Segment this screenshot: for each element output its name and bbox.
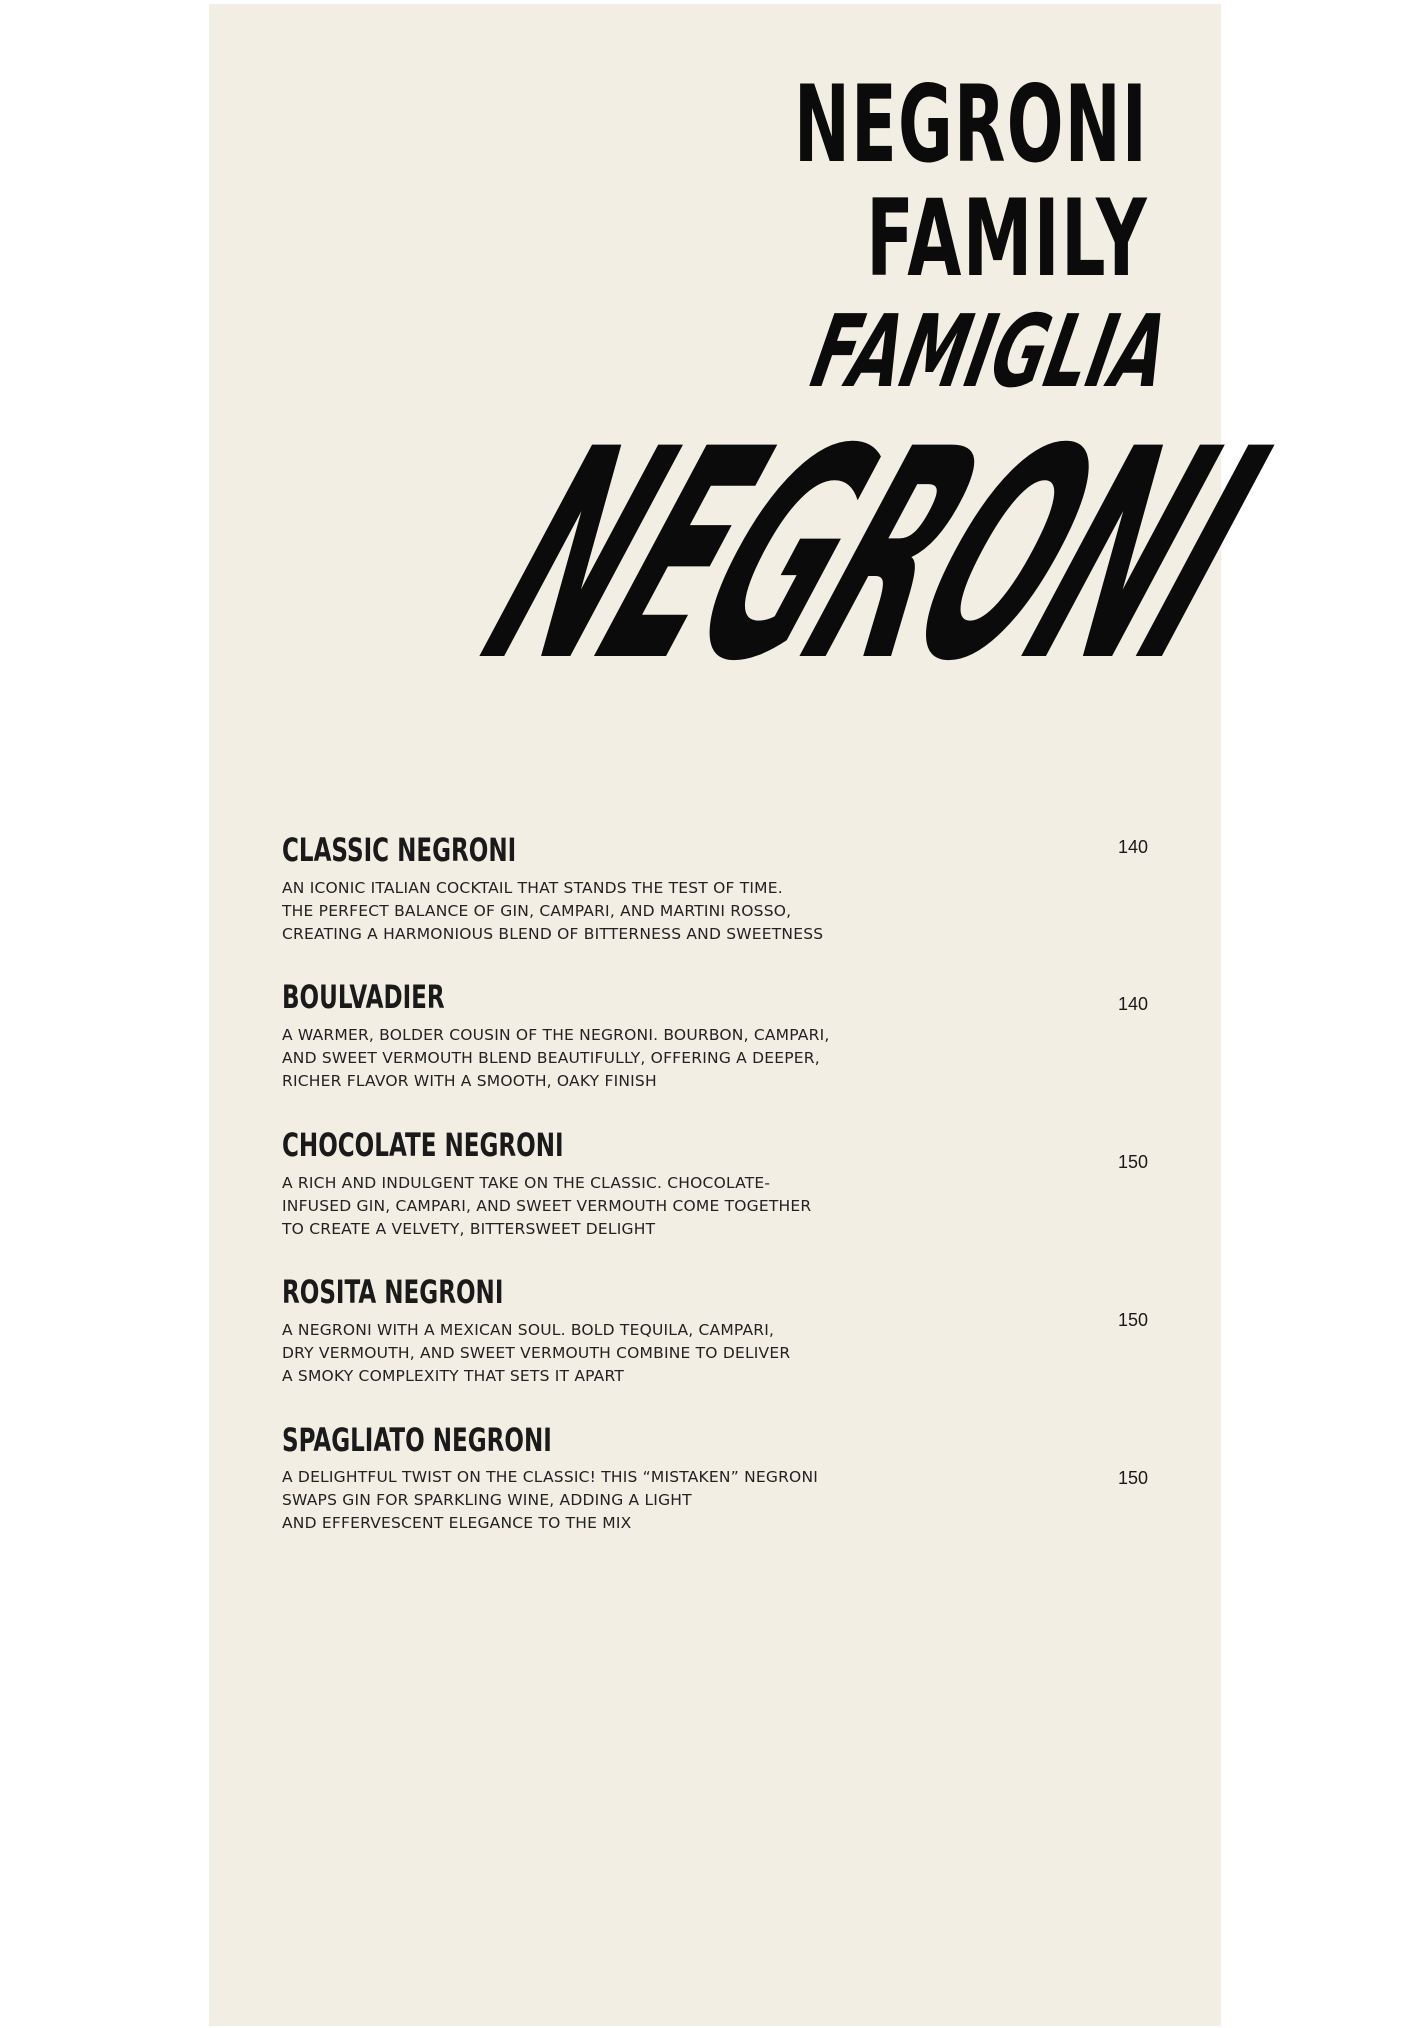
menu-item-name: CLASSIC NEGRONI xyxy=(282,831,517,869)
menu-item-name: CHOCOLATE NEGRONI xyxy=(282,1126,564,1164)
menu-item-name: BOULVADIER xyxy=(282,978,445,1016)
menu-item-description: A NEGRONI WITH A MEXICAN SOUL. BOLD TEQUILA, CAMPARI, DRY VERMOUTH, AND SWEET VERMOUTH COMBINE TO DELIVER A SMOKY COMPLEXITY THAT SETS IT APART xyxy=(282,1321,791,1385)
menu-item-description: A WARMER, BOLDER COUSIN OF THE NEGRONI. BOURBON, CAMPARI, AND SWEET VERMOUTH BLEND BEAUTIFULLY, OFFERING A DEEPER, RICHER FLAVOR WITH A SMOOTH, OAKY FINISH xyxy=(282,1026,830,1090)
menu-item-name: ROSITA NEGRONI xyxy=(282,1273,504,1311)
menu-page xyxy=(209,4,1316,2026)
menu-item-description: A DELIGHTFUL TWIST ON THE CLASSIC! THIS “MISTAKEN” NEGRONI SWAPS GIN FOR SPARKLING WINE, ADDING A LIGHT AND EFFERVESCENT ELEGANCE TO THE MIX xyxy=(282,1468,819,1532)
menu-item-price: 150 xyxy=(1117,1310,1148,1330)
menu-item-description: A RICH AND INDULGENT TAKE ON THE CLASSIC. CHOCOLATE- INFUSED GIN, CAMPARI, AND SWEET VERMOUTH COME TOGETHER TO CREATE A VELVETY, BITTERSWEET DELIGHT xyxy=(282,1174,812,1238)
title-line-famiglia: FAMIGLIA xyxy=(794,293,1186,410)
menu-item-name: SPAGLIATO NEGRONI xyxy=(282,1421,552,1459)
title-line-family: FAMILY xyxy=(866,177,1148,300)
title-line-negroni: NEGRONI xyxy=(793,63,1148,186)
menu-item-description: AN ICONIC ITALIAN COCKTAIL THAT STANDS THE TEST OF TIME. THE PERFECT BALANCE OF GIN, CAMPARI, AND MARTINI ROSSO, CREATING A HARMONIOUS BLEND OF BITTERNESS AND SWEETNESS xyxy=(282,879,824,943)
title-line-negroni-large: NEGRONI xyxy=(429,388,1316,725)
menu-item-price: 150 xyxy=(1117,1468,1148,1488)
menu-item-price: 140 xyxy=(1117,994,1148,1014)
menu-item-price: 150 xyxy=(1117,1152,1148,1172)
menu-item-price: 140 xyxy=(1117,837,1148,857)
